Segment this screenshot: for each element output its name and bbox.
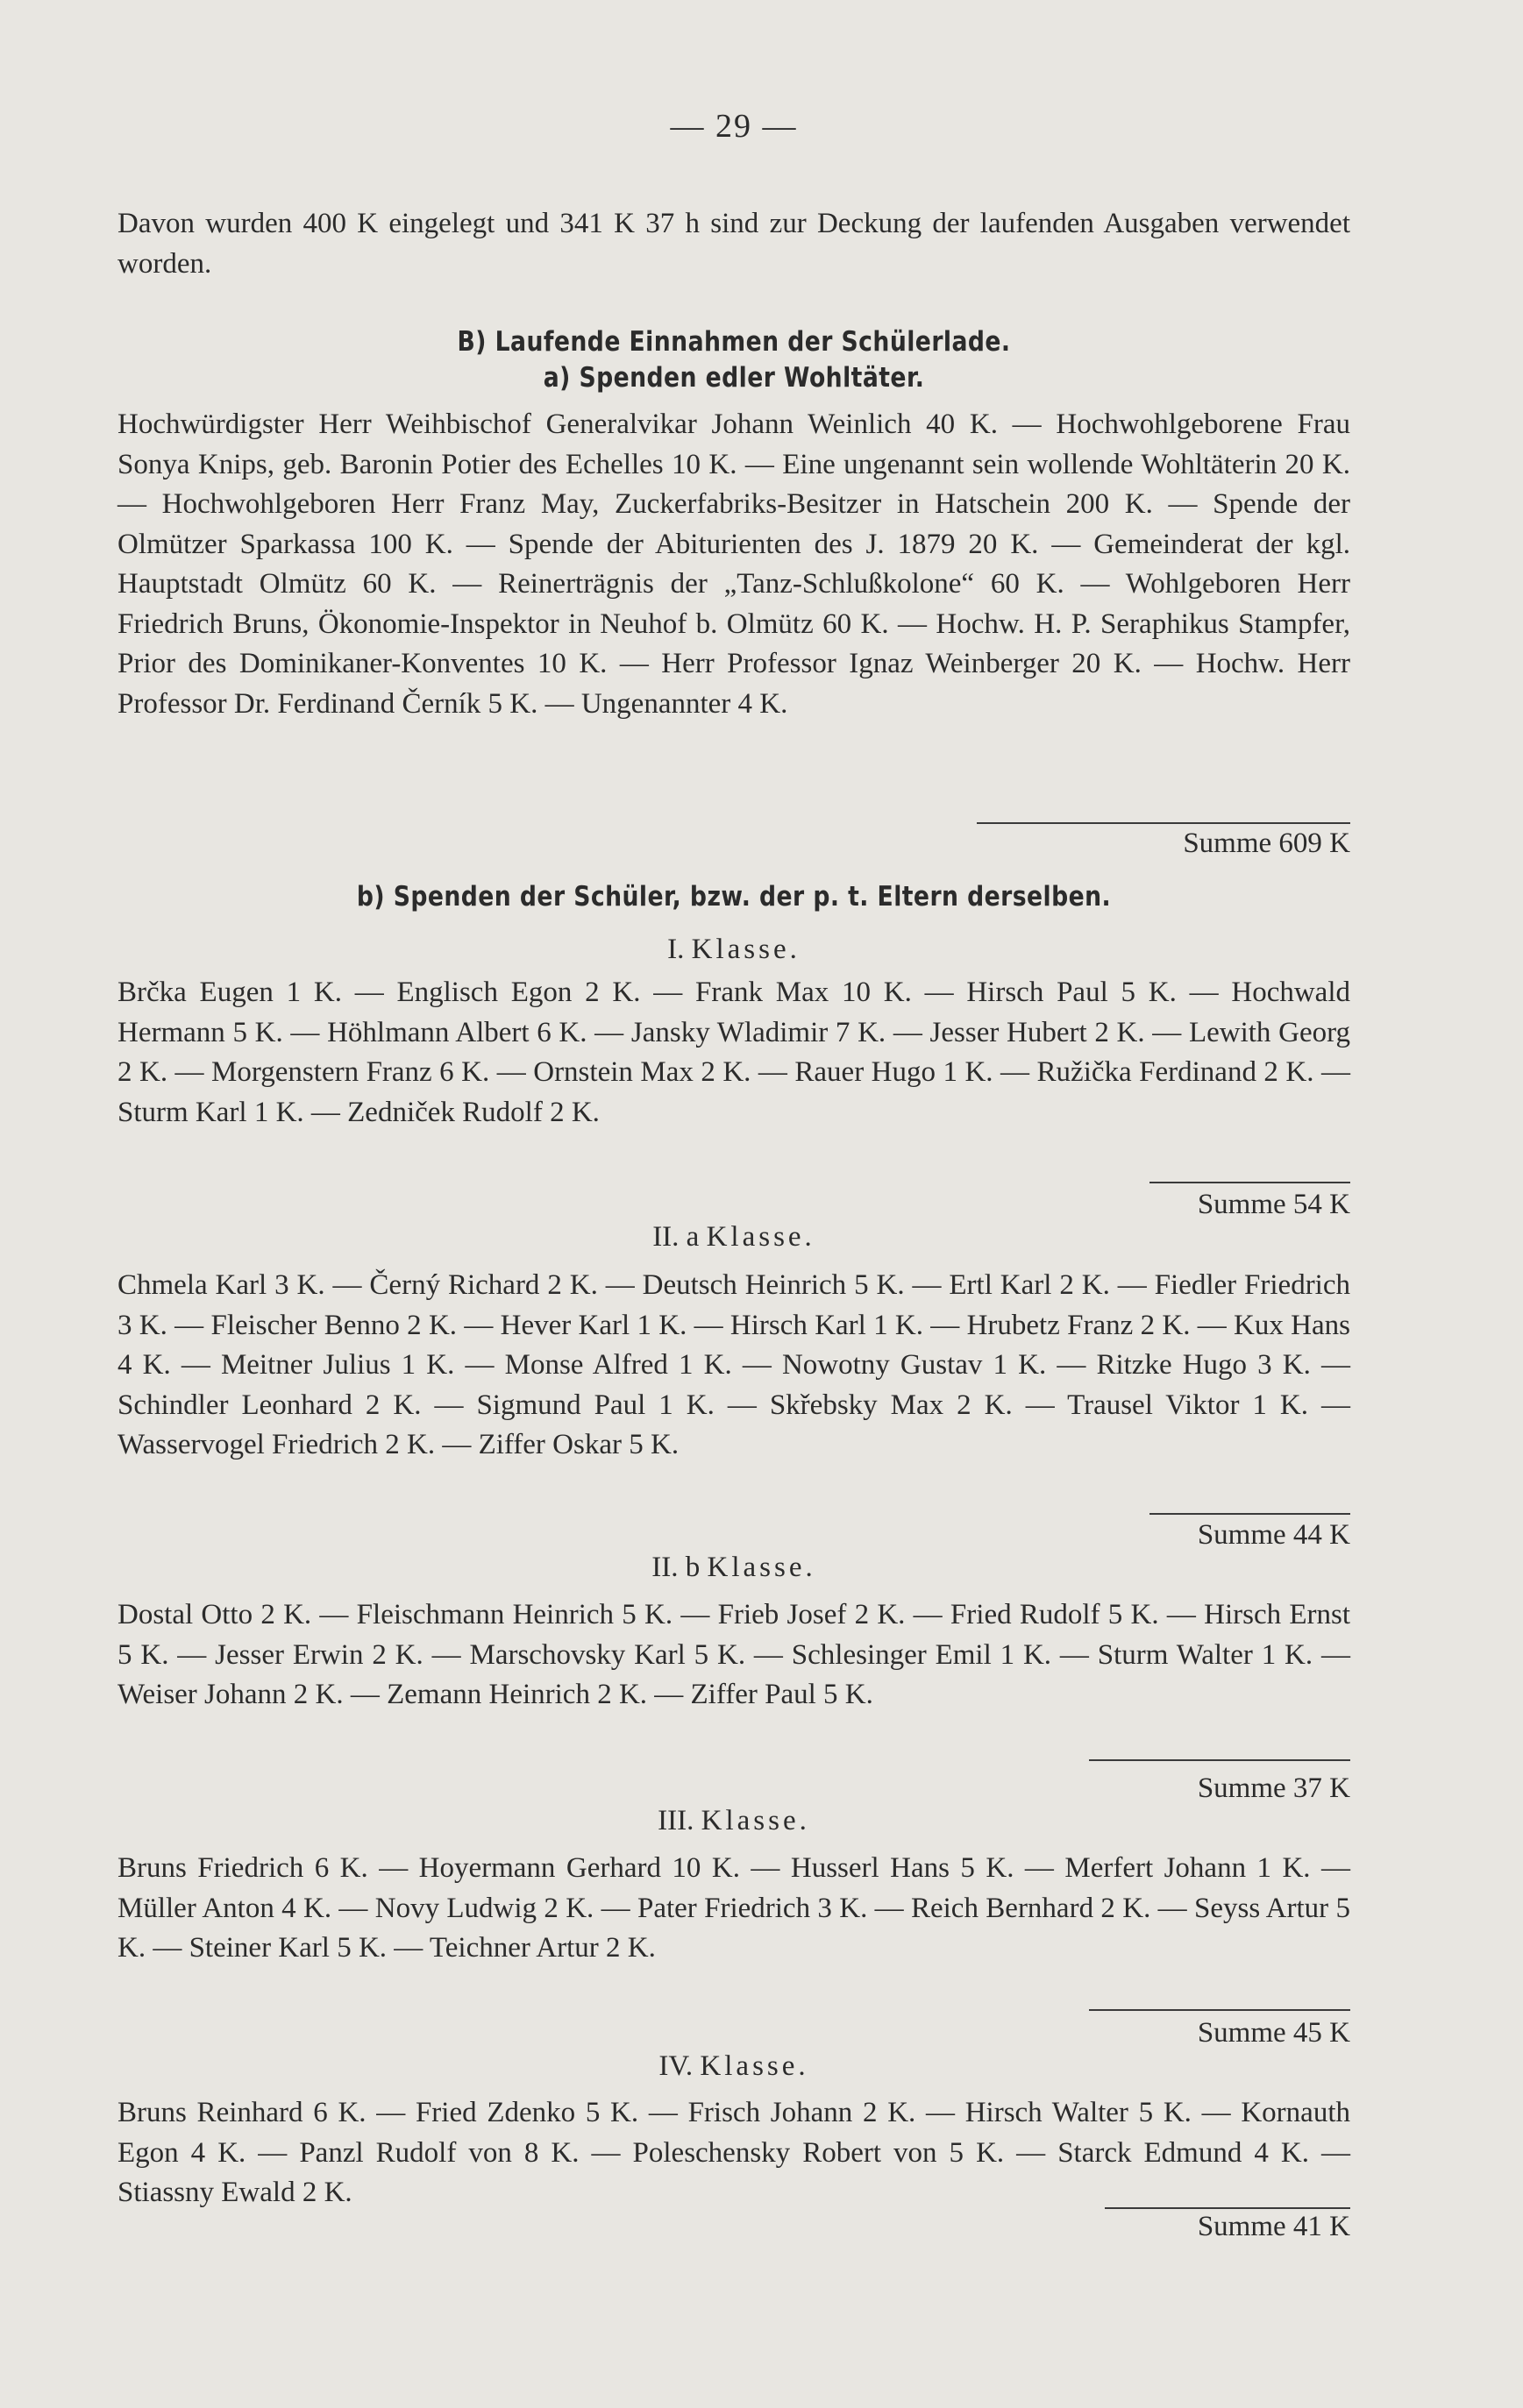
class-word: Klasse. (691, 934, 801, 965)
class-paragraph: Chmela Karl 3 K. — Černý Richard 2 K. — Deutsch Heinrich 5 K. — Ertl Karl 2 K. — Fiedler Friedrich 3 K. — Fleischer Benno 2 K. — Hever Karl 1 K. — Hirsch Karl 1 K. — Hrubetz Franz 2 K. — Kux Hans 4 K. — Meitner Julius 1 K. — Monse Alfred 1 K. — Nowotny Gustav 1 K. — Ritzke Hugo 3 K. — Schindler Leonhard 2 K. — Sigmund Paul 1 K. — Skřebsky Max 2 K. — Trausel Viktor 1 K. — Wasservogel Friedrich 2 K. — Ziffer Oskar 5 K. (117, 1269, 1350, 1460)
class-prefix: II. b (651, 1552, 701, 1583)
class-paragraph: Brčka Eugen 1 K. — Englisch Egon 2 K. — Frank Max 10 K. — Hirsch Paul 5 K. — Hochwald Hermann 5 K. — Höhlmann Albert 6 K. — Jansky Wladimir 7 K. — Jesser Hubert 2 K. — Lewith Georg 2 K. — Morgenstern Franz 6 K. — Ornstein Max 2 K. — Rauer Hugo 1 K. — Ružička Ferdinand 2 K. — Sturm Karl 1 K. — Zedniček Rudolf 2 K. (117, 977, 1350, 1128)
section-a-sum: Summe 609 K (1183, 828, 1350, 859)
class-sum: Summe 37 K (1197, 1772, 1350, 1804)
section-a-paragraph: Hochwürdigster Herr Weihbischof Generalvikar Johann Weinlich 40 K. — Hochwohlgeborene Frau Sonya Knips, geb. Baronin Potier des Echelles 10 K. — Eine ungenannt sein wollende Wohltäterin 20 K. — Hochwohlgeboren Herr Franz May, Zuckerfabriks-Besitzer in Hatschein 200 K. — Spende der Olmützer Sparkassa 100 K. — Spende der Abiturienten des J. 1879 20 K. — Gemeinderat der kgl. Hauptstadt Olmütz 60 K. — Reinerträgnis der „Tanz-Schlußkolone“ 60 K. — Wohlgeboren Herr Friedrich Bruns, Ökonomie-Inspektor in Neuhof b. Olmütz 60 K. — Hochw. H. P. Seraphikus Stampfer, Prior des Dominikaner-Konventes 10 K. — Herr Professor Ignaz Weinberger 20 K. — Hochw. Herr Professor Dr. Ferdinand Černík 5 K. — Ungenannter 4 K. (117, 408, 1350, 720)
class-sum: Summe 45 K (1197, 2017, 1350, 2049)
class-sum: Summe 41 K (1197, 2211, 1350, 2242)
sum-rule (1089, 1759, 1350, 1761)
page-number: — 29 — (670, 108, 798, 145)
class-sum: Summe 44 K (1197, 1519, 1350, 1551)
class-paragraph: Dostal Otto 2 K. — Fleischmann Heinrich 5 K. — Frieb Josef 2 K. — Fried Rudolf 5 K. — Hirsch Ernst 5 K. — Jesser Erwin 2 K. — Marschovsky Karl 5 K. — Schlesinger Emil 1 K. — Sturm Walter 1 K. — Weiser Johann 2 K. — Zemann Heinrich 2 K. — Ziffer Paul 5 K. (117, 1599, 1350, 1710)
section-b-heading: B) Laufende Einnahmen der Schülerlade. (457, 326, 1011, 358)
sum-rule (977, 822, 1350, 824)
class-word: Klasse. (707, 1552, 816, 1583)
class-title (117, 2050, 1350, 2083)
section-b-sub-heading: b) Spenden der Schüler, bzw. der p. t. Eltern derselben. (356, 881, 1112, 913)
class-sum: Summe 54 K (1197, 1189, 1350, 1220)
class-prefix: I. (667, 934, 685, 965)
class-prefix: II. a (652, 1221, 700, 1253)
class-title (117, 934, 1350, 966)
section-a-heading: a) Spenden edler Wohltäter. (543, 362, 925, 394)
sum-rule (1105, 2207, 1350, 2209)
class-word: Klasse. (701, 1805, 810, 1836)
class-paragraph: Bruns Reinhard 6 K. — Fried Zdenko 5 K. — Frisch Johann 2 K. — Hirsch Walter 5 K. — Kornauth Egon 4 K. — Panzl Rudolf von 8 K. — Poleschensky Robert von 5 K. — Starck Edmund 4 K. — Stiassny Ewald 2 K. (117, 2097, 1350, 2208)
class-paragraph: Bruns Friedrich 6 K. — Hoyermann Gerhard 10 K. — Husserl Hans 5 K. — Merfert Johann 1 K. — Müller Anton 4 K. — Novy Ludwig 2 K. — Pater Friedrich 3 K. — Reich Bernhard 2 K. — Seyss Artur 5 K. — Steiner Karl 5 K. — Teichner Artur 2 K. (117, 1852, 1350, 1964)
sum-rule (1149, 1182, 1350, 1183)
sum-rule (1149, 1513, 1350, 1515)
class-word: Klasse. (700, 2050, 809, 2082)
intro-paragraph: Davon wurden 400 K eingelegt und 341 K 37 h sind zur Deckung der laufenden Ausgaben verwendet worden. (117, 208, 1350, 280)
sum-rule (1089, 2009, 1350, 2011)
class-prefix: IV. (658, 2050, 694, 2082)
class-title (117, 1221, 1350, 1254)
class-word: Klasse. (706, 1221, 815, 1253)
class-title (117, 1552, 1350, 1584)
class-prefix: III. (658, 1805, 694, 1836)
class-title (117, 1805, 1350, 1837)
